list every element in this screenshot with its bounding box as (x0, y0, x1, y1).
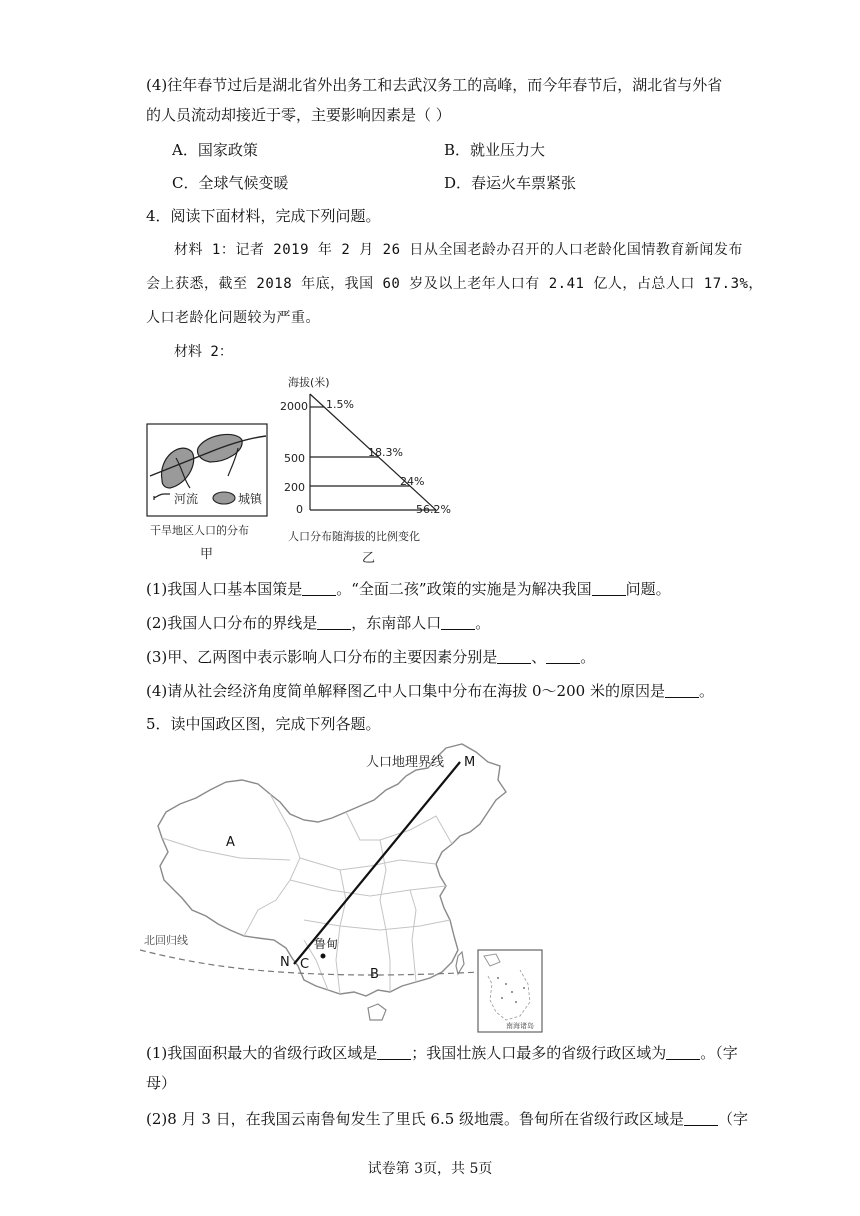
figure-yi-label: 乙 (362, 551, 376, 566)
q3-4-line1: (4)往年春节过后是湖北省外出务工和去武汉务工的高峰，而今年春节后，湖北省与外省 (146, 76, 723, 94)
answer-blank[interactable] (665, 682, 699, 698)
q4-material1-line1: 材料 1：记者 2019 年 2 月 26 日从全国老龄办召开的人口老龄化国情教育新闻发布 (174, 242, 743, 258)
china-mainland-outline (158, 744, 506, 996)
line-label: 人口地理界线 (366, 755, 445, 770)
legend-river-label: 河流 (174, 492, 199, 506)
text: (2)我国人口分布的界线是 (146, 614, 318, 632)
text: 。“全面二孩”政策的实施是为解决我国 (336, 580, 592, 598)
q4-sub4 (146, 680, 714, 702)
q5-sub1-cont: 母） (146, 1074, 177, 1092)
ludian-label: 鲁甸 (314, 937, 339, 951)
q5-sub1 (146, 1042, 738, 1064)
inset-label: 南海诸岛 (506, 1022, 534, 1030)
text: （字 (718, 1110, 749, 1128)
text: (3)甲、乙两图中表示影响人口分布的主要因素分别是 (146, 648, 498, 666)
page-footer: 试卷第 3页，共 5页 (367, 1161, 493, 1177)
tick-label: 0 (296, 503, 303, 516)
text: 。 (475, 614, 491, 632)
tick-label: 500 (284, 452, 305, 465)
percent-label: 18.3% (368, 446, 403, 459)
china-map (140, 740, 550, 1040)
option-text: 春运火车票紧张 (471, 174, 577, 192)
percent-label: 56.2% (416, 503, 451, 516)
hainan-island (368, 1004, 386, 1020)
text: (1)我国人口基本国策是 (146, 580, 303, 598)
answer-blank[interactable] (684, 1110, 718, 1126)
option-c (172, 172, 289, 194)
tropic-label: 北回归线 (144, 934, 188, 947)
figure-jia-caption: 干旱地区人口的分布 (150, 524, 249, 537)
answer-blank[interactable] (497, 648, 531, 664)
point-n-label: N (280, 955, 290, 970)
option-letter: A． (172, 141, 198, 159)
tick-label: 200 (284, 481, 305, 494)
answer-blank[interactable] (666, 1044, 700, 1060)
taiwan-island (456, 952, 464, 974)
answer-blank[interactable] (592, 580, 626, 596)
answer-blank[interactable] (546, 648, 580, 664)
region-b-label: B (370, 967, 379, 982)
text: (4)请从社会经济角度简单解释图乙中人口集中分布在海拔 0～200 米的原因是 (146, 682, 665, 700)
answer-blank[interactable] (317, 614, 351, 630)
answer-blank[interactable] (377, 1044, 411, 1060)
legend-town-label: 城镇 (238, 492, 263, 506)
q3-4-line2: 的人员流动却接近于零，主要影响因素是（ ） (146, 106, 451, 124)
ludian-point (321, 954, 326, 959)
text: 。（字 (700, 1044, 738, 1062)
q5-sub2 (146, 1108, 748, 1130)
option-a (172, 139, 258, 161)
text: (1)我国面积最大的省级行政区域是 (146, 1044, 378, 1062)
region-c-label: C (300, 957, 310, 972)
q5-title: 5．读中国政区图，完成下列各题。 (146, 715, 381, 733)
figure-yi-ylabel: 海拔(米) (288, 376, 330, 389)
answer-blank[interactable] (441, 614, 475, 630)
text: ；我国壮族人口最多的省级行政区域为 (411, 1044, 667, 1062)
percent-label: 24% (400, 475, 425, 488)
option-text: 全球气候变暖 (198, 174, 289, 192)
figure-yi-caption: 人口分布随海拔的比例变化 (288, 530, 420, 543)
option-letter: B． (444, 141, 471, 159)
text: 。 (580, 648, 596, 666)
text: 问题。 (625, 580, 671, 598)
text: (2)8 月 3 日，在我国云南鲁甸发生了里氏 6.5 级地震。鲁甸所在省级行政区域是 (146, 1110, 685, 1128)
q4-sub2 (146, 612, 490, 634)
q4-title: 4．阅读下面材料，完成下列问题。 (146, 207, 381, 225)
tick-label: 2000 (280, 400, 308, 413)
figure-yi (276, 372, 466, 568)
figure-jia (140, 418, 280, 568)
q4-material1-line3: 人口老龄化问题较为严重。 (146, 310, 320, 326)
option-b (444, 139, 545, 161)
q4-material1-line2: 会上获悉，截至 2018 年底，我国 60 岁及以上老年人口有 2.41 亿人，占总人口 17.3%， (146, 276, 763, 292)
q4-sub1 (146, 578, 671, 600)
q4-material2-label: 材料 2： (174, 344, 233, 360)
option-text: 就业压力大 (470, 141, 546, 159)
text: 、 (531, 648, 547, 666)
text: ，东南部人口 (351, 614, 442, 632)
q4-sub3 (146, 646, 595, 668)
answer-blank[interactable] (302, 580, 336, 596)
legend-town-icon (213, 492, 235, 504)
option-d (444, 172, 576, 194)
region-a-label: A (226, 835, 235, 850)
option-letter: C． (172, 174, 199, 192)
percent-label: 1.5% (326, 398, 354, 411)
text: 。 (698, 682, 714, 700)
option-letter: D． (444, 174, 472, 192)
option-text: 国家政策 (197, 141, 258, 159)
figure-jia-label: 甲 (200, 547, 214, 562)
point-m-label: M (464, 755, 476, 770)
